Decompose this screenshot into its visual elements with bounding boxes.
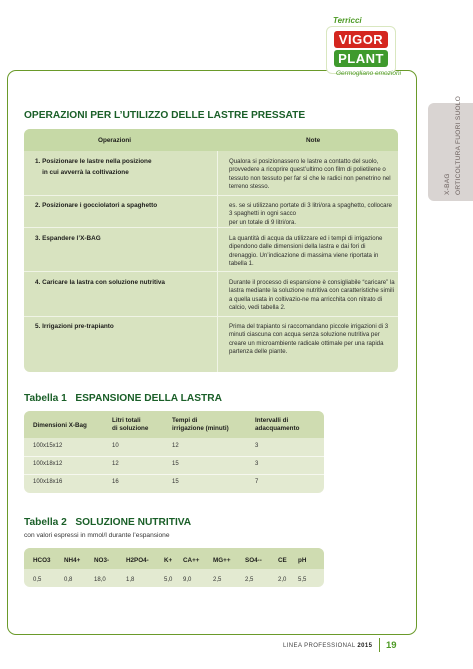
table1-header: [24, 411, 324, 438]
table1-cell: 10: [112, 443, 119, 449]
footer-year: 2015: [357, 643, 373, 649]
table2-header-cell: H2PO4-: [126, 557, 149, 564]
table1-cell: 7: [255, 479, 259, 485]
row-divider: [24, 316, 398, 317]
table2-title: Tabella 2 SOLUZIONE NUTRITIVA: [24, 517, 192, 528]
row-divider: [24, 195, 398, 196]
table1-title: Tabella 1 ESPANSIONE DELLA LASTRA: [24, 393, 222, 404]
table1-header-cell: Intervalli di adacquamento: [255, 417, 300, 432]
table2-header-cell: K+: [164, 557, 173, 564]
table2-value: 2,5: [213, 577, 222, 583]
table1-cell: 3: [255, 461, 259, 467]
operation-step-2: 2. Posizionare i gocciolatori a spaghetto: [35, 202, 158, 209]
row-divider: [24, 456, 324, 457]
row-divider: [24, 271, 398, 272]
table2-value: 0,8: [64, 577, 73, 583]
header-notes: Note: [306, 137, 321, 144]
brand-tagline: Germogliano emozioni: [336, 70, 402, 77]
table1-header-cell: Dimensioni X-Bag: [33, 422, 87, 429]
operation-note-2: es. se si utilizzano portate di 3 litri/ora a spaghetto, collocare 3 spaghetti in ogni sacco per un totale di 9 litri/ora.: [229, 202, 392, 226]
table2-value: 1,8: [126, 577, 135, 583]
table2-subtitle: con valori espressi in mmol/l durante l’espansione: [24, 532, 170, 539]
table1-cell: 100x18x12: [33, 461, 63, 467]
table1-cell: 100x15x12: [33, 443, 63, 449]
table2-value: 9,0: [183, 577, 192, 583]
footer-label: [283, 643, 372, 649]
page-number: 19: [386, 640, 397, 651]
table1-cell: 15: [172, 461, 179, 467]
table1-cell: 100x18x16: [33, 479, 63, 485]
header-operations: Operazioni: [98, 137, 132, 144]
operation-step-1: 1. Posizionare le lastre nella posizione in cui avverrà la coltivazione: [35, 158, 152, 176]
table1-header-cell: Tempi di irrigazione (minuti): [172, 417, 229, 432]
row-divider: [24, 474, 324, 475]
operations-table: [24, 129, 398, 372]
table2-header-cell: CE: [278, 557, 287, 564]
side-tab-subtitle: ORTICOLTURA FUORI SUOLO: [455, 95, 462, 195]
logo-word-top: VIGOR: [334, 31, 388, 48]
table2-header-cell: SO4--: [245, 557, 262, 564]
logo-word-bottom: PLANT: [334, 50, 388, 67]
table2-header-cell: pH: [298, 557, 307, 564]
table2-value: 5,5: [298, 577, 307, 583]
operation-step-4: 4. Caricare la lastra con soluzione nutritiva: [35, 279, 165, 286]
table2-value: 0,5: [33, 577, 42, 583]
side-tab-title: X-BAG: [444, 173, 451, 195]
column-divider: [217, 151, 218, 372]
table1-cell: 3: [255, 443, 259, 449]
table2-value: 2,5: [245, 577, 254, 583]
operation-step-5: 5. Irrigazioni pre-trapianto: [35, 323, 114, 330]
table2-header-cell: MG++: [213, 557, 231, 564]
operation-step-3: 3. Espandere l’X-BAG: [35, 235, 101, 242]
operation-note-5: Prima del trapianto si raccomandano piccole irrigazioni di 3 minuti ciascuna con acqua senza soluzione nutritiva per creare un microambiente radicale ottimale per una rapida partenza delle piante.: [229, 323, 389, 356]
table1-cell: 12: [172, 443, 179, 449]
section-side-tab: [428, 95, 473, 201]
table2-value: 2,0: [278, 577, 287, 583]
footer-divider: [379, 638, 380, 652]
table1-header-cell: Litri totali di soluzione: [112, 417, 149, 432]
operation-note-4: Durante il processo di espansione è consigliabile “caricare” la lastra mediante la soluzione nutritiva con caratteristiche simili a quella usata in coltivazio-ne ma arricchita con nitrato di calcio, vedi tabella 2.: [229, 279, 395, 312]
table2-value: 18,0: [94, 577, 106, 583]
operation-note-3: La quantità di acqua da utilizzare ed i tempi di irrigazione dipendono dalle dimensioni della lastra e dai fori di drenaggio. Un’indicazione di massima viene riportata in tabella 1.: [229, 235, 383, 268]
table1: [24, 411, 324, 493]
operations-table-header: [24, 129, 398, 151]
table2: [24, 548, 324, 587]
table1-cell: 16: [112, 479, 119, 485]
brand-line: Terricci: [333, 16, 362, 25]
table2-header-cell: NH4+: [64, 557, 81, 564]
table2-header: [24, 548, 324, 569]
operation-note-1: Qualora si posizionassero le lastre a contatto del suolo, provvedere a ricoprire quest’ultimo con film di polietilene o tessuto non tessuto per far sì che le radici non penetrino nel terreno stesso.: [229, 158, 391, 191]
section-title: OPERAZIONI PER L’UTILIZZO DELLE LASTRE PRESSATE: [24, 110, 306, 121]
table2-header-cell: NO3-: [94, 557, 110, 564]
table2-header-cell: CA++: [183, 557, 200, 564]
table1-cell: 12: [112, 461, 119, 467]
table1-cell: 15: [172, 479, 179, 485]
table2-header-cell: HCO3: [33, 557, 51, 564]
table2-value: 5,0: [164, 577, 173, 583]
footer-series: LINEA PROFESSIONAL: [283, 643, 356, 649]
